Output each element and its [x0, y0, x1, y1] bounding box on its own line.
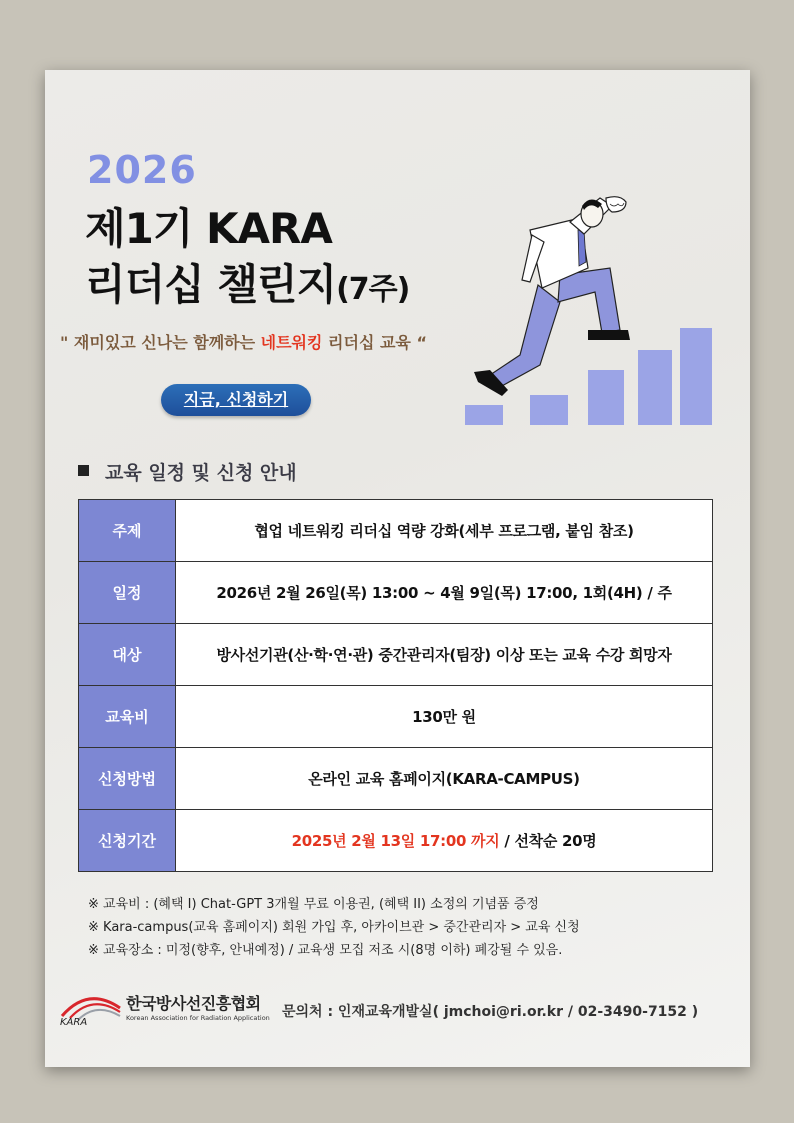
row-label: 신청방법 [79, 748, 176, 810]
notes-list [88, 893, 580, 962]
stair-bar-3 [588, 370, 624, 425]
stair-bar-4 [638, 350, 672, 425]
table-row [79, 686, 713, 748]
figure-front-shoe [588, 330, 630, 340]
deadline-rest: / 선착순 20명 [499, 832, 597, 850]
row-value: 130만 원 [176, 686, 713, 748]
row-value: 방사선기관(산·학·연·관) 중간관리자(팀장) 이상 또는 교육 수강 희망자 [176, 624, 713, 686]
note-item: ※ Kara-campus(교육 홈페이지) 회원 가입 후, 아카이브관 > 중간관리자 > 교육 신청 [88, 920, 580, 935]
note-item: ※ 교육장소 : 미정(향후, 안내예정) / 교육생 모집 저조 시(8명 이하) 폐강될 수 있음. [88, 943, 563, 958]
stair-bar-5 [680, 328, 712, 425]
deadline-highlight: 2025년 2월 13일 17:00 까지 [291, 832, 500, 850]
figure-back-leg [490, 285, 560, 387]
figure-tie [578, 230, 586, 266]
row-value: 2026년 2월 26일(목) 13:00 ~ 4월 9일(목) 17:00, 1회(4H) / 주 [176, 562, 713, 624]
table-row [79, 562, 713, 624]
table-row [79, 748, 713, 810]
org-name: 한국방사선진흥협회 [126, 994, 261, 1013]
program-title-duration: (7주) [336, 272, 410, 307]
slogan-start: " 재미있고 신나는 함께하는 [60, 333, 261, 352]
table-row [79, 500, 713, 562]
stair-bar-1 [465, 405, 503, 425]
bullet-square-icon [78, 465, 89, 476]
org-name-english: Korean Association for Radiation Application [126, 1014, 270, 1022]
slogan-highlight: 네트워킹 [260, 333, 323, 352]
table-row [79, 810, 713, 872]
row-value [176, 810, 713, 872]
row-label: 교육비 [79, 686, 176, 748]
kara-logo-icon [60, 990, 122, 1026]
svg-text:KARA: KARA [60, 1017, 88, 1026]
section-heading [78, 458, 297, 485]
program-title-line1: 제1기 KARA [85, 204, 332, 253]
slogan-end: 리더십 교육 “ [322, 333, 427, 352]
row-value: 협업 네트워킹 리더십 역량 강화(세부 프로그램, 붙임 참조) [176, 500, 713, 562]
stair-bar-2 [530, 395, 568, 425]
table-row [79, 624, 713, 686]
program-year: 2026 [87, 148, 197, 192]
row-label: 신청기간 [79, 810, 176, 872]
row-label: 주제 [79, 500, 176, 562]
contact-info: 문의처 : 인재교육개발실( jmchoi@ri.or.kr / 02-3490-7152 ) [282, 1004, 699, 1020]
slogan [60, 330, 427, 353]
row-value: 온라인 교육 홈페이지(KARA-CAMPUS) [176, 748, 713, 810]
note-item: ※ 교육비 : (혜택 I) Chat-GPT 3개월 무료 이용권, (혜택 II) 소정의 기념품 증정 [88, 897, 539, 912]
footer [60, 990, 740, 1030]
stair-climber-illustration [460, 190, 720, 430]
row-label: 일정 [79, 562, 176, 624]
info-table [78, 499, 713, 872]
program-title-main: 리더십 챌린지 [85, 260, 337, 309]
program-title-line2 [85, 252, 409, 312]
section-heading-text: 교육 일정 및 신청 안내 [105, 462, 297, 484]
figure-front-leg [558, 268, 620, 333]
apply-now-button[interactable]: 지금, 신청하기 [161, 384, 311, 416]
row-label: 대상 [79, 624, 176, 686]
